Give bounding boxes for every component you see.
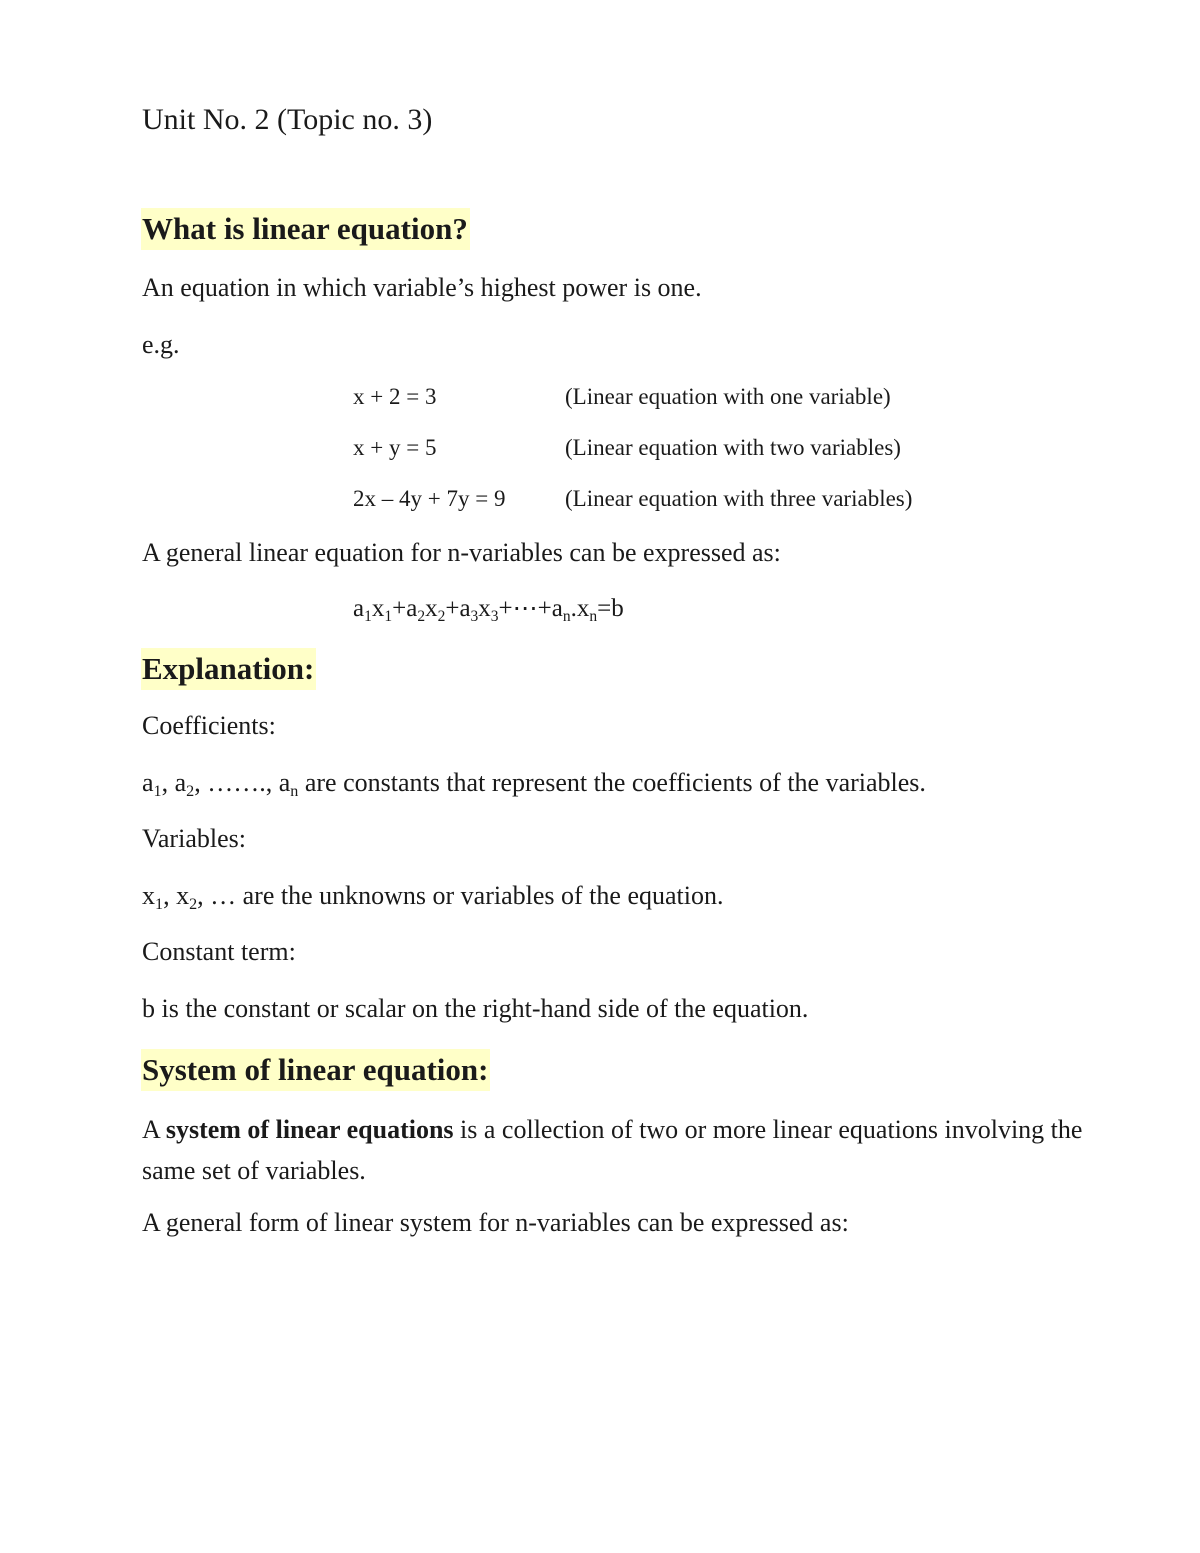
example-equation-1: x + 2 = 3 <box>353 384 437 409</box>
system-definition-text: A system of linear equations is a collection of two or more linear equations involving the same set of variables. <box>142 1115 1083 1185</box>
example-note-1: (Linear equation with one variable) <box>565 384 891 409</box>
constant-term-text: b is the constant or scalar on the right-hand side of the equation. <box>142 994 809 1023</box>
variables-label: Variables: <box>142 824 246 853</box>
definition-text: An equation in which variable’s highest power is one. <box>142 273 702 302</box>
example-equation-3: 2x – 4y + 7y = 9 <box>353 486 506 511</box>
coefficients-text: $a_1$, $a_2$, ……., $a_n$ are constants that represent the coefficients of the variables. <box>142 768 926 801</box>
system-definition-bold-term: system of linear equations <box>165 1115 454 1144</box>
coefficients-label: Coefficients: <box>142 711 276 740</box>
heading-explanation: Explanation: <box>141 648 316 690</box>
example-equation-2: x + y = 5 <box>353 435 437 460</box>
general-equation-formula: $a_1x_1+a_2x_2+a_3x_3+\cdots+a_n.x_n=b$ <box>353 595 624 625</box>
page-title: Unit No. 2 (Topic no. 3) <box>142 103 433 136</box>
constant-term-label: Constant term: <box>142 937 296 966</box>
heading-system-of-linear-equation: System of linear equation: <box>141 1049 490 1091</box>
eg-label: e.g. <box>142 330 180 359</box>
example-note-3: (Linear equation with three variables) <box>565 486 913 511</box>
system-general-form-intro: A general form of linear system for n-variables can be expressed as: <box>142 1208 849 1237</box>
heading-what-is-linear-equation: What is linear equation? <box>141 208 470 250</box>
variables-text: $x_1$, $x_2$, … are the unknowns or variables of the equation. <box>142 881 724 914</box>
example-note-2: (Linear equation with two variables) <box>565 435 901 460</box>
general-equation-intro: A general linear equation for n-variables can be expressed as: <box>142 538 781 567</box>
